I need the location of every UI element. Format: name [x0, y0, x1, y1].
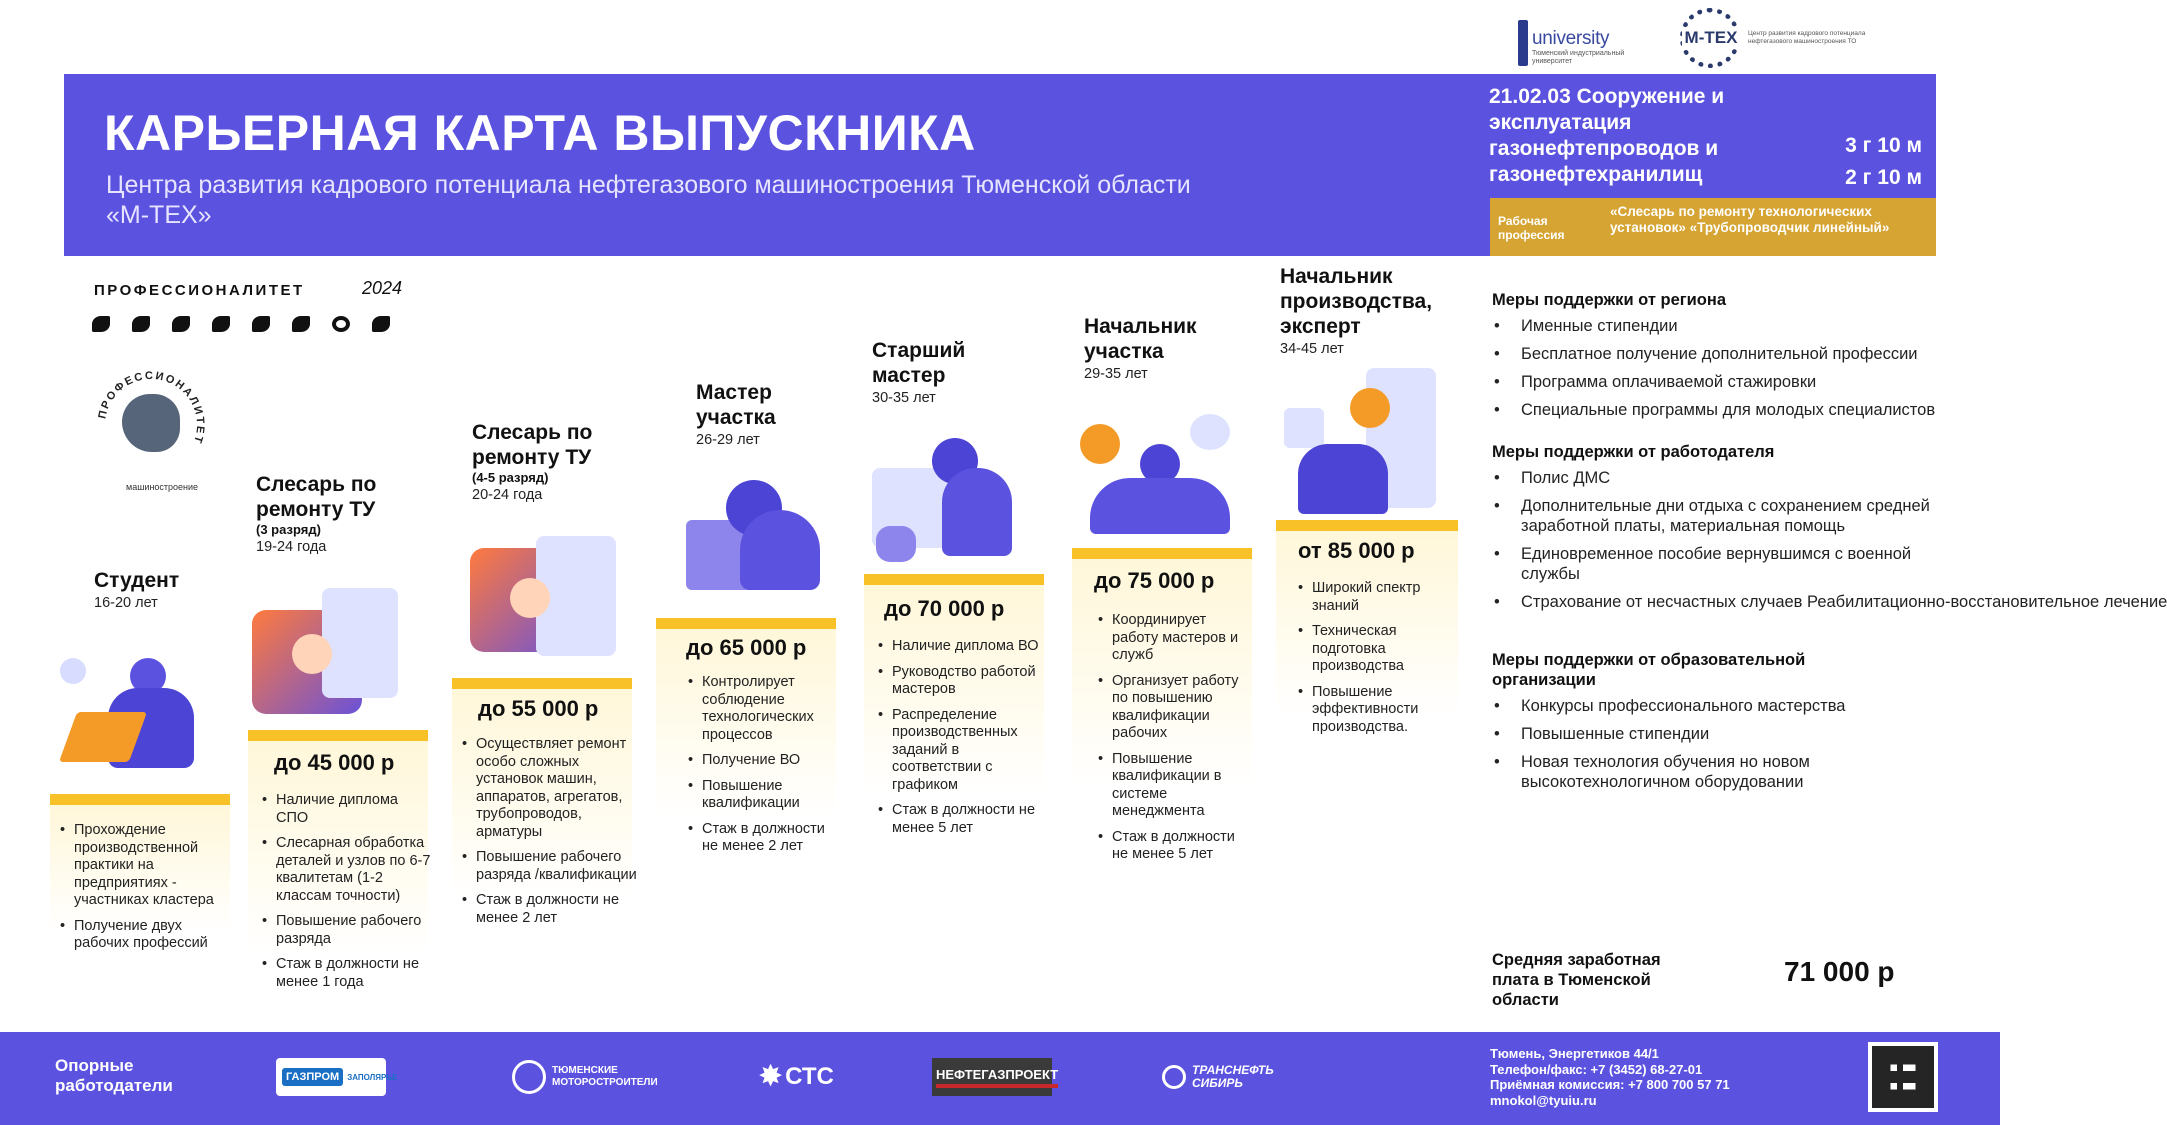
- neftegazproekt-logo-text: НЕФТЕГАЗПРОЕКТ: [936, 1066, 1058, 1088]
- mtex-logo-word: М-ТЕХ: [1682, 28, 1740, 48]
- professionalitet-word: ПРОФЕССИОНАЛИТЕТ: [94, 282, 305, 299]
- contact-commission: Приёмная комиссия: +7 800 700 57 71: [1490, 1077, 1730, 1092]
- step-duties: [462, 736, 642, 935]
- measures-employer: [1492, 442, 2167, 612]
- step-grade: (4-5 разряд): [472, 470, 549, 485]
- average-salary: [1492, 950, 1952, 1010]
- step-role: Слесарь по ремонту ТУ (4-5 разряд): [472, 420, 662, 485]
- fitter-senior-illustration-icon: [470, 536, 620, 672]
- contacts: [1490, 1046, 1730, 1108]
- glyph-icon: [92, 316, 110, 332]
- measures-list: [1492, 696, 1942, 792]
- measure-item: • Бесплатное получение дополнительной профессии: [1492, 344, 1942, 364]
- tmz-logo-icon: [512, 1060, 546, 1094]
- step-role: Начальник участка: [1084, 315, 1197, 363]
- student-illustration-icon: [60, 658, 210, 788]
- step-level-bar: [1072, 548, 1252, 559]
- step-level-bar: [864, 574, 1044, 585]
- feather-icon: [292, 316, 310, 332]
- measures-list: [1492, 316, 1942, 420]
- duty-item: • Руководство работой мастеров: [878, 664, 1048, 699]
- employers-label: Опорные работодатели: [55, 1056, 173, 1095]
- circle-logo-text: ПРОФЕССИОНАЛИТЕТ: [96, 370, 206, 447]
- contact-address: Тюмень, Энергетиков 44/1: [1490, 1046, 1659, 1061]
- qr-code-icon[interactable]: [1868, 1042, 1938, 1112]
- duty-item: • Наличие диплома СПО: [262, 792, 432, 827]
- step-duties: [262, 792, 432, 999]
- measures-title: Меры поддержки от работодателя: [1492, 443, 1775, 461]
- step-age: 16-20 лет: [94, 595, 158, 611]
- section-head-illustration-icon: [1080, 414, 1240, 544]
- ring-icon: [332, 316, 350, 332]
- page-title: КАРЬЕРНАЯ КАРТА ВЫПУСКНИКА: [104, 105, 976, 161]
- duty-item: • Стаж в должности не менее 2 лет: [688, 821, 838, 856]
- transneft-logo-icon: [1162, 1065, 1186, 1089]
- career-step-master: [656, 380, 846, 900]
- duty-item: • Координирует работу мастеров и служб: [1098, 612, 1248, 665]
- contact-phone: Телефон/факс: +7 (3452) 68-27-01: [1490, 1061, 1703, 1077]
- career-step-production-head: [1270, 264, 1470, 764]
- step-duties: [60, 822, 236, 961]
- step-salary: до 70 000 р: [884, 596, 1005, 621]
- sts-star-icon: ✸: [758, 1060, 784, 1093]
- duty-item: • Наличие диплома ВО: [878, 638, 1048, 656]
- employer-transneft: [1162, 1058, 1302, 1096]
- duration-1: 3 г 10 м: [1845, 134, 1922, 157]
- step-duties: [688, 674, 838, 864]
- step-role: Начальник производства, эксперт: [1280, 265, 1433, 338]
- step-level-bar: [50, 794, 230, 805]
- step-age: 26-29 лет: [696, 432, 760, 448]
- step-age: 19-24 года: [256, 539, 327, 555]
- career-step-senior-master: [862, 338, 1052, 878]
- university-logo-word: university: [1532, 28, 1610, 49]
- contact-email[interactable]: mnokol@tyuiu.ru: [1490, 1092, 1597, 1108]
- step-age: 29-35 лет: [1084, 366, 1148, 382]
- step-age: 20-24 года: [472, 487, 543, 503]
- duty-item: • Повышение рабочего разряда: [262, 913, 432, 948]
- career-step-fitter-3: [248, 472, 438, 1012]
- step-salary: до 55 000 р: [478, 696, 599, 721]
- support-measures: [1492, 290, 2167, 800]
- sts-logo-text: СТС: [785, 1063, 834, 1090]
- mtex-logo-sub: Центр развития кадрового потенциала нефтегазового машиностроения ТО: [1748, 30, 1866, 45]
- measure-item: • Полис ДМС: [1492, 468, 1942, 488]
- production-head-illustration-icon: [1284, 368, 1444, 518]
- career-step-section-head: [1066, 314, 1256, 874]
- professionalitet-glyphs: [92, 316, 390, 332]
- senior-master-illustration-icon: [872, 438, 1022, 568]
- university-mark-icon: [1518, 20, 1528, 66]
- duty-item: • Контролирует соблюдение технологических процессов: [688, 674, 838, 744]
- step-level-bar: [248, 730, 428, 741]
- step-duties: [878, 638, 1048, 845]
- gazprom-logo-text: ГАЗПРОМ: [282, 1068, 343, 1086]
- duty-item: • Получение двух рабочих профессий: [60, 918, 236, 953]
- step-duties: [1298, 580, 1458, 744]
- measures-list: [1492, 468, 2167, 612]
- tmz-logo-text: ТЮМЕНСКИЕ МОТОРОСТРОИТЕЛИ: [552, 1065, 658, 1088]
- duty-item: • Слесарная обработка деталей и узлов по 6-7 квалитетам (1-2 классам точности): [262, 835, 432, 905]
- step-role: Мастер участка: [696, 381, 776, 429]
- average-salary-value: 71 000 р: [1784, 956, 1895, 987]
- duty-item: • Повышение эффективности производства.: [1298, 684, 1458, 737]
- measures-education: [1492, 650, 1942, 792]
- top-logos: [1510, 6, 1870, 70]
- professionalitet-circle-logo: [96, 370, 206, 492]
- fitter-illustration-icon: [252, 588, 402, 724]
- measures-title: Меры поддержки от образовательной организации: [1492, 651, 1806, 689]
- duration-2: 2 г 10 м: [1845, 166, 1922, 189]
- measure-item: • Дополнительные дни отдыха с сохранением средней заработной платы, материальная помощь: [1492, 496, 1942, 536]
- employer-sts: [758, 1058, 848, 1096]
- duty-item: • Стаж в должности не менее 5 лет: [878, 802, 1048, 837]
- step-duties: [1098, 612, 1248, 872]
- employer-tmz: [512, 1058, 672, 1096]
- duty-item: • Прохождение производственной практики на предприятиях - участниках кластера: [60, 822, 236, 910]
- measure-item: • Страхование от несчастных случаев Реабилитационно-восстановительное лечение: [1492, 592, 1942, 612]
- measure-item: • Единовременное пособие вернувшимся с военной службы: [1492, 544, 1942, 584]
- leaf-icon: [132, 316, 150, 332]
- employer-neftegazproekt: [932, 1058, 1059, 1096]
- professionalitet-logo: [92, 276, 412, 356]
- duty-item: • Стаж в должности не менее 5 лет: [1098, 829, 1248, 864]
- specialty-title: 21.02.03 Сооружение и эксплуатация газонефтепроводов и газонефтехранилищ: [1489, 85, 1725, 186]
- step-age: 34-45 лет: [1280, 341, 1344, 357]
- measure-item: • Именные стипендии: [1492, 316, 1942, 336]
- measure-item: • Конкурсы профессионального мастерства: [1492, 696, 1942, 716]
- zapolyarye-logo-text: ЗАПОЛЯРЬЕ: [347, 1072, 398, 1082]
- footer-band: [0, 1032, 2000, 1125]
- master-illustration-icon: [686, 480, 816, 600]
- duty-item: • Повышение квалификации: [688, 778, 838, 813]
- career-step-student: [50, 568, 240, 988]
- measure-item: • Программа оплачиваемой стажировки: [1492, 372, 1942, 392]
- duty-item: • Широкий спектр знаний: [1298, 580, 1458, 615]
- duty-item: • Распределение производственных заданий в соответствии с графиком: [878, 707, 1048, 795]
- professionalitet-year: 2024: [362, 278, 403, 298]
- step-role: Старший мастер: [872, 339, 966, 387]
- flower-icon: [212, 316, 230, 332]
- blob-icon: [122, 394, 180, 452]
- duty-item: • Стаж в должности не менее 2 лет: [462, 892, 642, 927]
- measures-region: [1492, 290, 1942, 420]
- header-band: [64, 74, 1936, 256]
- measures-title: Меры поддержки от региона: [1492, 291, 1726, 309]
- duty-item: • Повышение рабочего разряда /квалификации: [462, 849, 642, 884]
- employer-gazprom: [276, 1058, 398, 1096]
- duty-item: • Получение ВО: [688, 752, 838, 770]
- step-level-bar: [656, 618, 836, 629]
- step-salary: до 65 000 р: [686, 635, 807, 660]
- circle-logo-sub: машиностроение: [126, 482, 199, 492]
- step-age: 30-35 лет: [872, 390, 936, 406]
- study-durations: [1845, 130, 1922, 194]
- career-step-fitter-4-5: [452, 420, 642, 980]
- transneft-logo-text: ТРАНСНЕФТЬ СИБИРЬ: [1192, 1063, 1274, 1090]
- mtex-logo: [1680, 8, 1866, 68]
- university-logo-sub: Тюменский индустриальный университет: [1532, 50, 1625, 65]
- profession-label: Рабочая профессия: [1498, 214, 1565, 242]
- measure-item: • Повышенные стипендии: [1492, 724, 1942, 744]
- bell-icon: [252, 316, 270, 332]
- average-salary-label: Средняя заработная плата в Тюменской области: [1492, 951, 1661, 1009]
- step-level-bar: [1276, 520, 1458, 531]
- page-subtitle: Центра развития кадрового потенциала нефтегазового машиностроения Тюменской области «М-ТЕХ»: [106, 171, 1191, 229]
- duty-item: • Техническая подготовка производства: [1298, 623, 1458, 676]
- step-salary: до 45 000 р: [274, 750, 395, 775]
- duty-item: • Стаж в должности не менее 1 года: [262, 956, 432, 991]
- step-role: Студент: [94, 569, 180, 592]
- step-salary: от 85 000 р: [1298, 538, 1415, 563]
- profession-values: «Слесарь по ремонту технологических установок» «Трубопроводчик линейный»: [1610, 204, 1890, 235]
- step-grade: (3 разряд): [256, 522, 321, 537]
- duty-item: • Организует работу по повышению квалификации рабочих: [1098, 673, 1248, 743]
- measure-item: • Специальные программы для молодых специалистов: [1492, 400, 1942, 420]
- drop-icon: [172, 316, 190, 332]
- profession-box: [1490, 198, 1936, 256]
- duty-item: • Повышение квалификации в системе менеджмента: [1098, 751, 1248, 821]
- university-logo: [1518, 16, 1638, 66]
- wave-icon: [372, 316, 390, 332]
- step-salary: до 75 000 р: [1094, 568, 1215, 593]
- step-level-bar: [452, 678, 632, 689]
- duty-item: • Осуществляет ремонт особо сложных установок машин, аппаратов, агрегатов, трубопроводов, арматуры: [462, 736, 642, 841]
- measure-item: • Новая технология обучения но новом высокотехнологичном оборудовании: [1492, 752, 1932, 792]
- step-role: Слесарь по ремонту ТУ (3 разряд): [256, 472, 446, 537]
